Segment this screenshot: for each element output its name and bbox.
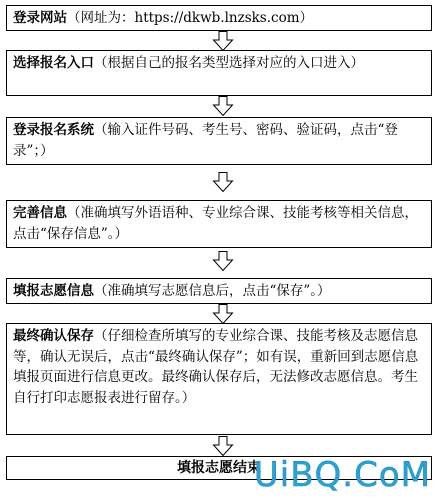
step-title: 登录报名系统 <box>13 122 94 138</box>
down-arrow-icon <box>212 172 234 192</box>
down-arrow-icon <box>212 96 234 116</box>
down-arrow-icon <box>212 31 234 51</box>
step-title: 登录网站 <box>13 10 67 26</box>
flow-step-final-confirm <box>6 323 432 435</box>
down-arrow-icon <box>212 436 234 456</box>
flow-step-login-system <box>6 117 432 165</box>
flow-step-select-entry <box>6 50 432 96</box>
step-title: 最终确认保存 <box>13 328 94 344</box>
flow-step-login-website <box>6 5 432 31</box>
step-title: 完善信息 <box>13 205 67 221</box>
down-arrow-icon <box>212 251 234 271</box>
step-description: （输入证件号码、考生号、密码、验证码，点击“登录”；） <box>13 122 398 159</box>
down-arrow-icon <box>212 304 234 324</box>
step-description: （准确填写外语语种、专业综合课、技能考核等相关信息，点击“保存信息”。） <box>13 205 418 242</box>
step-title: 选择报名入口 <box>13 55 94 71</box>
step-description: （准确填写志愿信息后，点击“保存”。） <box>94 283 331 299</box>
watermark-logo: UiBQ.CoM <box>253 455 431 495</box>
step-title: 填报志愿信息 <box>13 283 94 299</box>
step-description: （网址为：https://dkwb.lnzsks.com） <box>67 10 314 26</box>
end-label: 填报志愿结束 <box>177 460 261 476</box>
step-description: （仔细检查所填写的专业综合课、技能考核及志愿信息等，确认无误后，点击“最终确认保存”；如有误，重新回到志愿信息填报页面进行信息更改。最终确认保存后，无法修改志愿信息。考生自行打印志愿报表进行留存。） <box>13 328 419 406</box>
flow-step-complete-info <box>6 200 432 248</box>
step-description: （根据自己的报名类型选择对应的入口进入） <box>94 55 364 71</box>
flow-step-fill-preferences <box>6 278 432 304</box>
